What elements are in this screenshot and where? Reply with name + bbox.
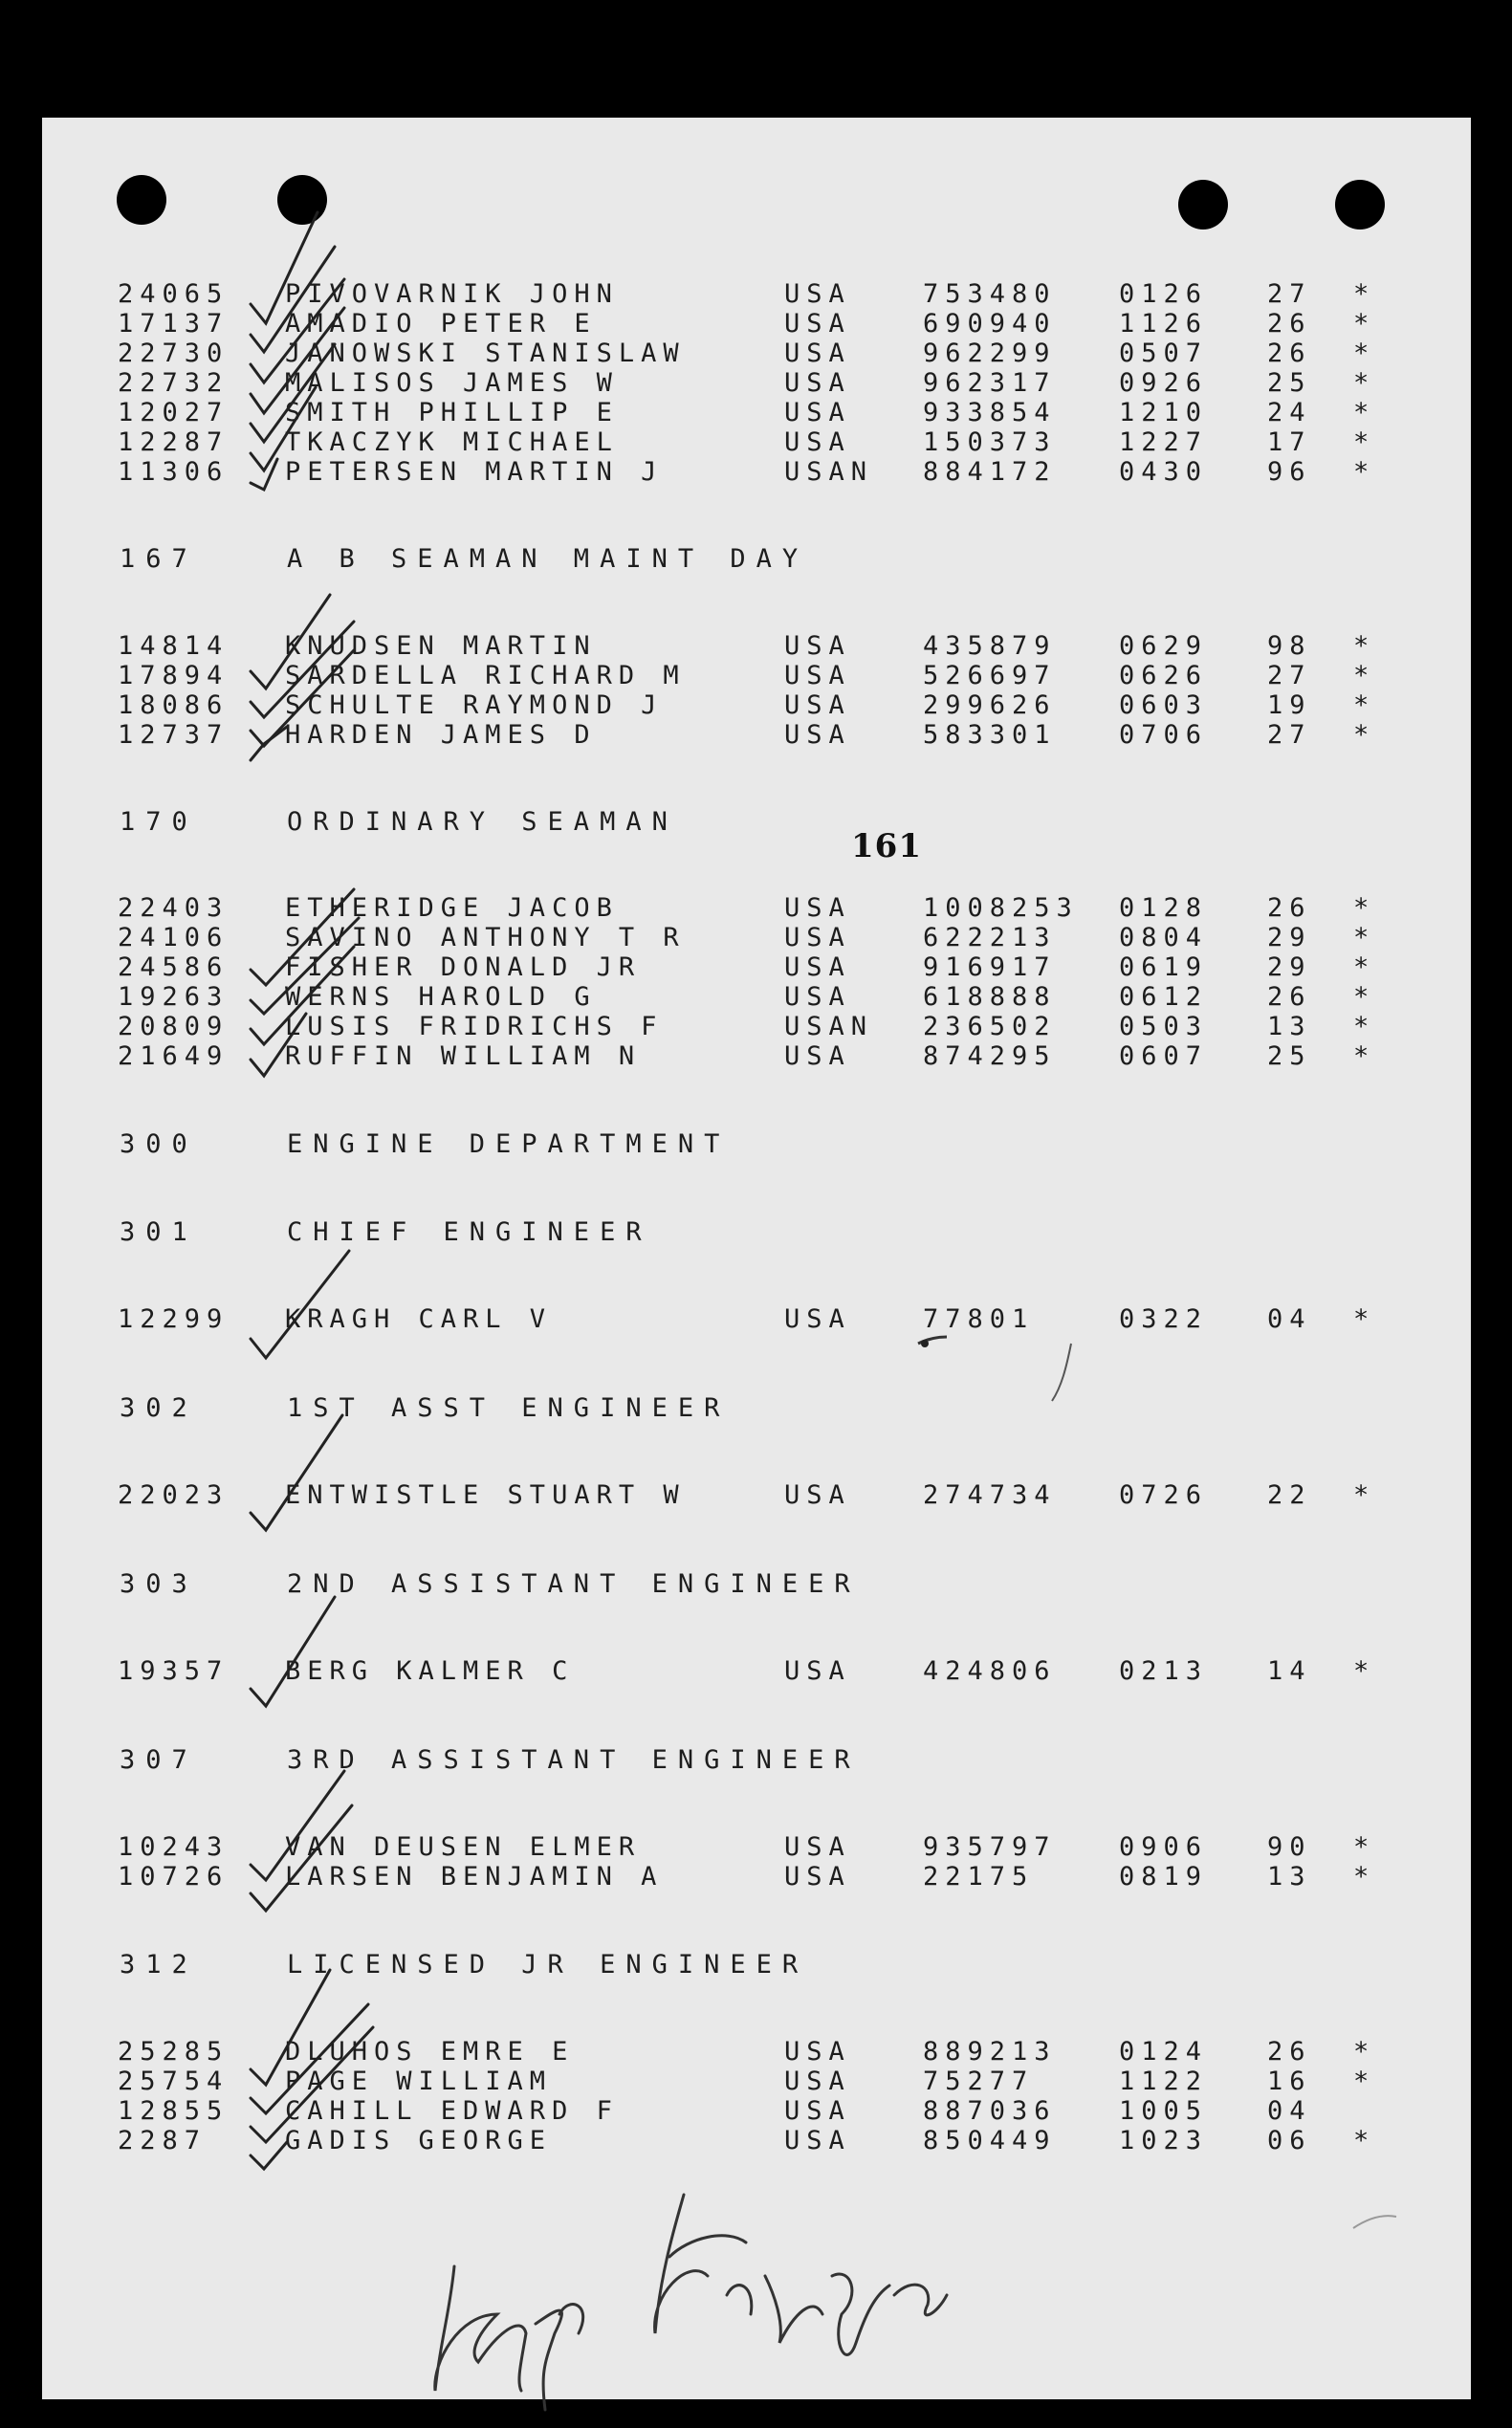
z-number: 435879: [923, 631, 1057, 661]
rating-code: 307: [120, 1745, 198, 1775]
asterisk-mark: *: [1353, 690, 1376, 720]
z-number: 850449: [923, 2126, 1057, 2155]
crew-name: TKACZYK MICHAEL: [285, 427, 619, 457]
citizenship: USA: [784, 690, 851, 720]
crew-name: LUSIS FRIDRICHS F: [285, 1012, 664, 1041]
year-code: 27: [1267, 661, 1312, 690]
z-number: 75277: [923, 2067, 1035, 2096]
citizenship: USA: [784, 368, 851, 398]
z-number: 690940: [923, 309, 1057, 339]
section-heading: [0, 1216, 1512, 1249]
citizenship: USA: [784, 1862, 851, 1892]
asterisk-mark: *: [1353, 893, 1376, 923]
book-number: 11306: [118, 457, 230, 487]
crew-name: BERG KALMER C: [285, 1656, 575, 1686]
crew-name: SAVINO ANTHONY T R: [285, 923, 686, 952]
date-code: 0507: [1119, 339, 1209, 368]
rating-code: 167: [120, 544, 198, 574]
citizenship: USA: [784, 1656, 851, 1686]
asterisk-mark: *: [1353, 1656, 1376, 1686]
year-code: 96: [1267, 457, 1312, 487]
crew-name: ENTWISTLE STUART W: [285, 1480, 686, 1510]
crew-name: PIVOVARNIK JOHN: [285, 279, 619, 309]
date-code: 0124: [1119, 2037, 1209, 2067]
year-code: 06: [1267, 2126, 1312, 2155]
book-number: 12027: [118, 398, 230, 427]
date-code: 1023: [1119, 2126, 1209, 2155]
crew-name: LARSEN BENJAMIN A: [285, 1862, 664, 1892]
section-heading: [0, 806, 1512, 839]
z-number: 622213: [923, 923, 1057, 952]
year-code: 27: [1267, 279, 1312, 309]
year-code: 17: [1267, 427, 1312, 457]
book-number: 21649: [118, 1041, 230, 1071]
crew-row: [0, 457, 1512, 488]
citizenship: USA: [784, 2096, 851, 2126]
crew-row: [0, 398, 1512, 428]
asterisk-mark: *: [1353, 279, 1376, 309]
citizenship: USA: [784, 427, 851, 457]
year-code: 04: [1267, 2096, 1312, 2126]
date-code: 1227: [1119, 427, 1209, 457]
book-number: 25285: [118, 2037, 230, 2067]
section-heading: [0, 1744, 1512, 1777]
book-number: 14814: [118, 631, 230, 661]
page-number: 161: [851, 827, 922, 865]
year-code: 90: [1267, 1832, 1312, 1862]
asterisk-mark: *: [1353, 2037, 1376, 2067]
year-code: 29: [1267, 923, 1312, 952]
crew-row-struck: [0, 893, 1512, 924]
crew-name: MALISOS JAMES W: [285, 368, 619, 398]
book-number: 12855: [118, 2096, 230, 2126]
crew-name: KRAGH CARL V: [285, 1304, 553, 1334]
crew-row: [0, 690, 1512, 721]
citizenship: USAN: [784, 1012, 874, 1041]
asterisk-mark: *: [1353, 2067, 1376, 2096]
crew-row: [0, 1304, 1512, 1335]
crew-name: VAN DEUSEN ELMER: [285, 1832, 642, 1862]
crew-row: [0, 952, 1512, 983]
year-code: 25: [1267, 1041, 1312, 1071]
year-code: 04: [1267, 1304, 1312, 1334]
year-code: 16: [1267, 2067, 1312, 2096]
z-number: 889213: [923, 2037, 1057, 2067]
z-number: 916917: [923, 952, 1057, 982]
section-heading: [0, 1949, 1512, 1981]
book-number: 25754: [118, 2067, 230, 2096]
rating-code: 302: [120, 1393, 198, 1423]
crew-row: [0, 1480, 1512, 1511]
date-code: 0706: [1119, 720, 1209, 750]
crew-row: [0, 2067, 1512, 2097]
year-code: 29: [1267, 952, 1312, 982]
crew-name: CAHILL EDWARD F: [285, 2096, 619, 2126]
date-code: 0726: [1119, 1480, 1209, 1510]
asterisk-mark: *: [1353, 720, 1376, 750]
z-number: 887036: [923, 2096, 1057, 2126]
crew-name: GADIS GEORGE: [285, 2126, 553, 2155]
citizenship: USA: [784, 952, 851, 982]
book-number: 22403: [118, 893, 230, 923]
asterisk-mark: *: [1353, 1041, 1376, 1071]
rating-code: 301: [120, 1217, 198, 1247]
asterisk-mark: *: [1353, 457, 1376, 487]
crew-name: JANOWSKI STANISLAW: [285, 339, 686, 368]
rating-code: 170: [120, 807, 198, 837]
book-number: 19357: [118, 1656, 230, 1686]
date-code: 0629: [1119, 631, 1209, 661]
crew-name: FISHER DONALD JR: [285, 952, 642, 982]
year-code: 14: [1267, 1656, 1312, 1686]
citizenship: USA: [784, 923, 851, 952]
rating-title: A B SEAMAN MAINT DAY: [287, 544, 809, 574]
year-code: 13: [1267, 1012, 1312, 1041]
year-code: 27: [1267, 720, 1312, 750]
year-code: 26: [1267, 2037, 1312, 2067]
crew-row-struck: [0, 923, 1512, 953]
crew-name: KNUDSEN MARTIN: [285, 631, 597, 661]
asterisk-mark: *: [1353, 398, 1376, 427]
crew-name: PETERSEN MARTIN J: [285, 457, 664, 487]
crew-row: [0, 279, 1512, 310]
z-number: 526697: [923, 661, 1057, 690]
date-code: 0503: [1119, 1012, 1209, 1041]
citizenship: USAN: [784, 457, 874, 487]
year-code: 24: [1267, 398, 1312, 427]
crew-row: [0, 2126, 1512, 2156]
book-number: 18086: [118, 690, 230, 720]
date-code: 0603: [1119, 690, 1209, 720]
crew-name: PAGE WILLIAM: [285, 2067, 553, 2096]
date-code: 0128: [1119, 893, 1209, 923]
citizenship: USA: [784, 2067, 851, 2096]
crew-row: [0, 1862, 1512, 1892]
date-code: 0906: [1119, 1832, 1209, 1862]
z-number: 299626: [923, 690, 1057, 720]
date-code: 0126: [1119, 279, 1209, 309]
crew-row: [0, 309, 1512, 339]
rating-title: 1ST ASST ENGINEER: [287, 1393, 731, 1423]
asterisk-mark: *: [1353, 631, 1376, 661]
section-heading: [0, 1568, 1512, 1601]
year-code: 25: [1267, 368, 1312, 398]
year-code: 26: [1267, 339, 1312, 368]
z-number: 22175: [923, 1862, 1035, 1892]
date-code: 0213: [1119, 1656, 1209, 1686]
asterisk-mark: *: [1353, 1832, 1376, 1862]
book-number: 10726: [118, 1862, 230, 1892]
citizenship: USA: [784, 1041, 851, 1071]
date-code: 0804: [1119, 923, 1209, 952]
asterisk-mark: *: [1353, 1304, 1376, 1334]
z-number: 274734: [923, 1480, 1057, 1510]
z-number: 77801: [923, 1304, 1035, 1334]
citizenship: USA: [784, 398, 851, 427]
z-number: 962317: [923, 368, 1057, 398]
asterisk-mark: *: [1353, 339, 1376, 368]
year-code: 26: [1267, 309, 1312, 339]
crew-name: WERNS HAROLD G: [285, 982, 597, 1012]
rating-code: 303: [120, 1569, 198, 1599]
asterisk-mark: *: [1353, 368, 1376, 398]
asterisk-mark: *: [1353, 2126, 1376, 2155]
crew-row: [0, 368, 1512, 399]
section-heading: [0, 1392, 1512, 1425]
year-code: 13: [1267, 1862, 1312, 1892]
citizenship: USA: [784, 631, 851, 661]
date-code: 0430: [1119, 457, 1209, 487]
asterisk-mark: *: [1353, 1012, 1376, 1041]
citizenship: USA: [784, 982, 851, 1012]
z-number: 1008253: [923, 893, 1079, 923]
z-number: 424806: [923, 1656, 1057, 1686]
book-number: 2287: [118, 2126, 208, 2155]
crew-row: [0, 661, 1512, 691]
crew-row: [0, 2037, 1512, 2067]
citizenship: USA: [784, 309, 851, 339]
book-number: 10243: [118, 1832, 230, 1862]
citizenship: USA: [784, 1304, 851, 1334]
book-number: 12299: [118, 1304, 230, 1334]
z-number: 962299: [923, 339, 1057, 368]
crew-name: AMADIO PETER E: [285, 309, 597, 339]
date-code: 0626: [1119, 661, 1209, 690]
book-number: 12287: [118, 427, 230, 457]
crew-name: SMITH PHILLIP E: [285, 398, 619, 427]
date-code: 1005: [1119, 2096, 1209, 2126]
book-number: 24106: [118, 923, 230, 952]
citizenship: USA: [784, 720, 851, 750]
z-number: 236502: [923, 1012, 1057, 1041]
date-code: 0607: [1119, 1041, 1209, 1071]
asterisk-mark: *: [1353, 309, 1376, 339]
z-number: 935797: [923, 1832, 1057, 1862]
asterisk-mark: *: [1353, 923, 1376, 952]
crew-row: [0, 1832, 1512, 1863]
book-number: 22023: [118, 1480, 230, 1510]
date-code: 1126: [1119, 309, 1209, 339]
book-number: 22730: [118, 339, 230, 368]
z-number: 150373: [923, 427, 1057, 457]
citizenship: USA: [784, 279, 851, 309]
date-code: 0619: [1119, 952, 1209, 982]
z-number: 618888: [923, 982, 1057, 1012]
rating-title: 3RD ASSISTANT ENGINEER: [287, 1745, 861, 1775]
date-code: 1210: [1119, 398, 1209, 427]
z-number: 933854: [923, 398, 1057, 427]
year-code: 22: [1267, 1480, 1312, 1510]
z-number: 874295: [923, 1041, 1057, 1071]
crew-row: [0, 1656, 1512, 1687]
crew-row: [0, 1012, 1512, 1042]
z-number: 753480: [923, 279, 1057, 309]
book-number: 24586: [118, 952, 230, 982]
date-code: 1122: [1119, 2067, 1209, 2096]
crew-row: [0, 631, 1512, 662]
z-number: 583301: [923, 720, 1057, 750]
rating-title: CHIEF ENGINEER: [287, 1217, 652, 1247]
rating-title: LICENSED JR ENGINEER: [287, 1950, 809, 1980]
rating-title: ENGINE DEPARTMENT: [287, 1129, 731, 1159]
citizenship: USA: [784, 2037, 851, 2067]
year-code: 26: [1267, 893, 1312, 923]
rating-title: ORDINARY SEAMAN: [287, 807, 678, 837]
asterisk-mark: *: [1353, 427, 1376, 457]
rating-code: 300: [120, 1129, 198, 1159]
citizenship: USA: [784, 661, 851, 690]
crew-row: [0, 427, 1512, 458]
z-number: 884172: [923, 457, 1057, 487]
date-code: 0926: [1119, 368, 1209, 398]
crew-name: HARDEN JAMES D: [285, 720, 597, 750]
book-number: 17137: [118, 309, 230, 339]
book-number: 19263: [118, 982, 230, 1012]
citizenship: USA: [784, 1480, 851, 1510]
section-heading: [0, 543, 1512, 576]
date-code: 0322: [1119, 1304, 1209, 1334]
asterisk-mark: *: [1353, 982, 1376, 1012]
asterisk-mark: *: [1353, 1480, 1376, 1510]
citizenship: USA: [784, 339, 851, 368]
year-code: 26: [1267, 982, 1312, 1012]
crew-row: [0, 1041, 1512, 1072]
crew-name: ETHERIDGE JACOB: [285, 893, 619, 923]
year-code: 19: [1267, 690, 1312, 720]
asterisk-mark: *: [1353, 1862, 1376, 1892]
crew-name: SARDELLA RICHARD M: [285, 661, 686, 690]
citizenship: USA: [784, 2126, 851, 2155]
book-number: 17894: [118, 661, 230, 690]
year-code: 98: [1267, 631, 1312, 661]
book-number: 24065: [118, 279, 230, 309]
section-heading: [0, 1128, 1512, 1161]
book-number: 22732: [118, 368, 230, 398]
crew-name: RUFFIN WILLIAM N: [285, 1041, 642, 1071]
citizenship: USA: [784, 1832, 851, 1862]
crew-name: DLUHOS EMRE E: [285, 2037, 575, 2067]
date-code: 0612: [1119, 982, 1209, 1012]
rating-title: 2ND ASSISTANT ENGINEER: [287, 1569, 861, 1599]
book-number: 20809: [118, 1012, 230, 1041]
asterisk-mark: *: [1353, 661, 1376, 690]
book-number: 12737: [118, 720, 230, 750]
crew-name: SCHULTE RAYMOND J: [285, 690, 664, 720]
citizenship: USA: [784, 893, 851, 923]
rating-code: 312: [120, 1950, 198, 1980]
date-code: 0819: [1119, 1862, 1209, 1892]
crew-row: [0, 982, 1512, 1013]
crew-row: [0, 720, 1512, 751]
crew-row: [0, 2096, 1512, 2127]
crew-row: [0, 339, 1512, 369]
asterisk-mark: *: [1353, 952, 1376, 982]
